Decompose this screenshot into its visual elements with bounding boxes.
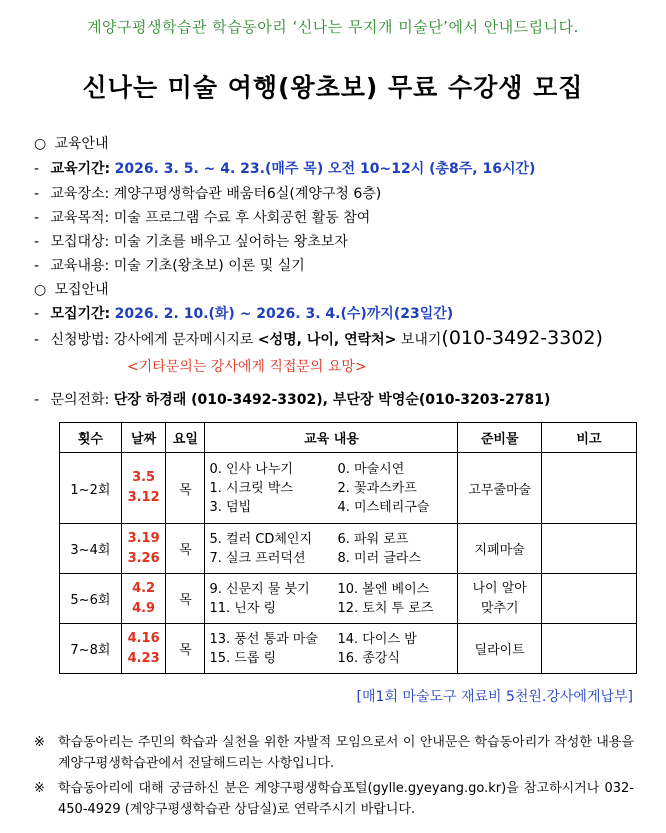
dash-bullet: - [34,306,40,322]
header-notice: 계양구평생학습관 학습동아리 ‘신나는 무지개 미술단’에서 안내드립니다. [87,18,579,36]
content-item: 2. 꽃과스카프 [337,480,417,496]
fee-note: [매1회 마술도구 재료비 5천원.강사에게납부] [356,689,633,705]
day-cell: 목 [166,624,205,674]
content-item: 3. 덤빕 [209,499,252,515]
education-period-label: 교육기간: [50,161,111,177]
dash-bullet: - [34,210,40,226]
supplies-cell: 딜라이트 [458,624,541,674]
content-item: 11. 닌자 링 [209,600,277,616]
content-item: 4. 미스테리구슬 [337,499,430,515]
content-item: 12. 토치 투 로즈 [337,600,434,616]
education-heading-label: 교육안내 [54,136,109,152]
header-content: 교육 내용 [205,423,458,453]
table-row [60,624,637,674]
remark-cell [541,453,636,524]
content-cell [205,624,458,674]
session-cell: 1~2회 [60,453,122,524]
day-cell: 목 [166,453,205,524]
header-day: 요일 [166,423,205,453]
page-title: 신나는 미술 여행(왕초보) 무료 수강생 모집 [82,73,584,102]
footnote-text: 학습동아리에 대해 궁금하신 분은 계양구평생학습포털(gylle.gyeyang.go.kr)을 참고하시거나 032-450-4929 (계양구평생학습관 상담실)로 연락주시기 바랍니다. [58,781,634,817]
content-cell [205,524,458,574]
date-cell [121,574,166,624]
circle-bullet-icon: ○ [34,136,47,152]
dash-bullet: - [34,186,40,202]
supplies-cell: 지폐마술 [458,524,541,574]
table-row [60,574,637,624]
education-period-value: 2026. 3. 5. ~ 4. 23.(매주 목) 오전 10~12시 (총8주, 16시간) [114,161,536,177]
content-item: 0. 인사 나누기 [209,461,293,477]
content-item: 14. 다이스 밤 [337,631,417,647]
education-heading [34,133,109,153]
recruit-contact [34,389,550,409]
supplies-cell: 고무줄마술 [458,453,541,524]
content-item: 0. 마술시연 [337,461,405,477]
dash-bullet: - [34,392,40,408]
recruit-apply-note: <기타문의는 강사에게 직접문의 요망> [127,359,367,375]
date-value: 3.19 [127,530,160,546]
education-period [34,158,535,178]
day-cell: 목 [166,524,205,574]
content-item: 16. 종강식 [337,650,400,666]
recruit-apply-suffix: 보내기 [396,332,442,348]
schedule-table [59,422,637,674]
reference-mark-icon: ※ [34,735,45,750]
recruit-period [34,303,453,323]
recruit-apply-fields: <성명, 나이, 연락처> [257,332,397,348]
education-place-text: 교육장소: 계양구평생학습관 배움터6실(계양구청 6층) [50,186,382,202]
remark-cell [541,524,636,574]
content-item: 1. 시크릿 박스 [209,480,293,496]
recruit-period-value: 2026. 2. 10.(화) ~ 2026. 3. 4.(수)까지(23일간) [114,306,454,322]
circle-bullet-icon: ○ [34,282,47,298]
education-purpose [34,207,370,227]
date-value: 3.5 [132,470,156,485]
day-cell: 목 [166,574,205,624]
content-item: 5. 컬러 CD체인지 [209,531,313,547]
education-target-text: 모집대상: 미술 기초를 배우고 싶어하는 왕초보자 [50,234,348,250]
header-session: 횟수 [60,423,122,453]
session-cell: 5~6회 [60,574,122,624]
remark-cell [541,574,636,624]
content-cell [205,574,458,624]
content-item: 8. 미러 글라스 [337,550,421,566]
session-cell: 3~4회 [60,524,122,574]
header-date: 날짜 [121,423,166,453]
dash-bullet: - [34,234,40,250]
content-item: 10. 볼엔 베이스 [337,581,430,597]
education-place [34,183,381,203]
date-value: 4.2 [132,580,156,596]
date-value: 4.23 [127,650,160,666]
education-target [34,231,348,251]
footnote-text: 학습동아리는 주민의 학습과 실천을 위한 자발적 모임으로서 이 안내문은 학습동아리가 작성한 내용을 계양구평생학습관에서 전달해드리는 사항입니다. [58,735,634,771]
table-row [60,524,637,574]
content-item: 7. 실크 프러덕션 [209,550,306,566]
content-item: 13. 풍선 통과 마술 [209,631,318,647]
content-item: 9. 신문지 물 붓기 [209,581,310,597]
supplies-cell: 나이 알아맞추기 [458,574,541,624]
date-value: 4.16 [127,630,160,646]
date-cell [121,453,166,524]
education-content-text: 교육내용: 미술 기초(왕초보) 이론 및 실기 [50,258,305,274]
dash-bullet: - [34,332,40,348]
date-cell [121,624,166,674]
content-item: 15. 드롭 링 [209,650,277,666]
footnote [34,778,634,820]
content-cell [205,453,458,524]
recruit-apply-label: 신청방법: 강사에게 문자메시지로 [50,332,258,348]
remark-cell [541,624,636,674]
dash-bullet: - [34,161,40,177]
header-remark: 비고 [541,423,636,453]
recruit-period-label: 모집기간: [50,306,111,322]
recruit-contact-value: 단장 하경래 (010-3492-3302), 부단장 박영순(010-3203-2781) [113,392,551,408]
education-purpose-text: 교육목적: 미술 프로그램 수료 후 사회공헌 활동 참여 [50,210,371,226]
header-supplies: 준비물 [458,423,541,453]
recruit-heading [34,279,109,299]
education-content [34,255,305,275]
reference-mark-icon: ※ [34,781,45,796]
date-value: 3.12 [127,490,160,505]
date-value: 3.26 [127,550,160,566]
date-value: 4.9 [132,600,156,616]
recruit-heading-label: 모집안내 [54,282,109,298]
session-cell: 7~8회 [60,624,122,674]
footnote [34,732,634,774]
recruit-apply [34,327,603,349]
recruit-apply-phone: (010-3492-3302) [441,327,603,349]
dash-bullet: - [34,258,40,274]
content-item: 6. 파워 로프 [337,531,409,547]
table-row [60,453,637,524]
table-header-row [60,423,637,453]
date-cell [121,524,166,574]
recruit-contact-label: 문의전화: [50,392,114,408]
